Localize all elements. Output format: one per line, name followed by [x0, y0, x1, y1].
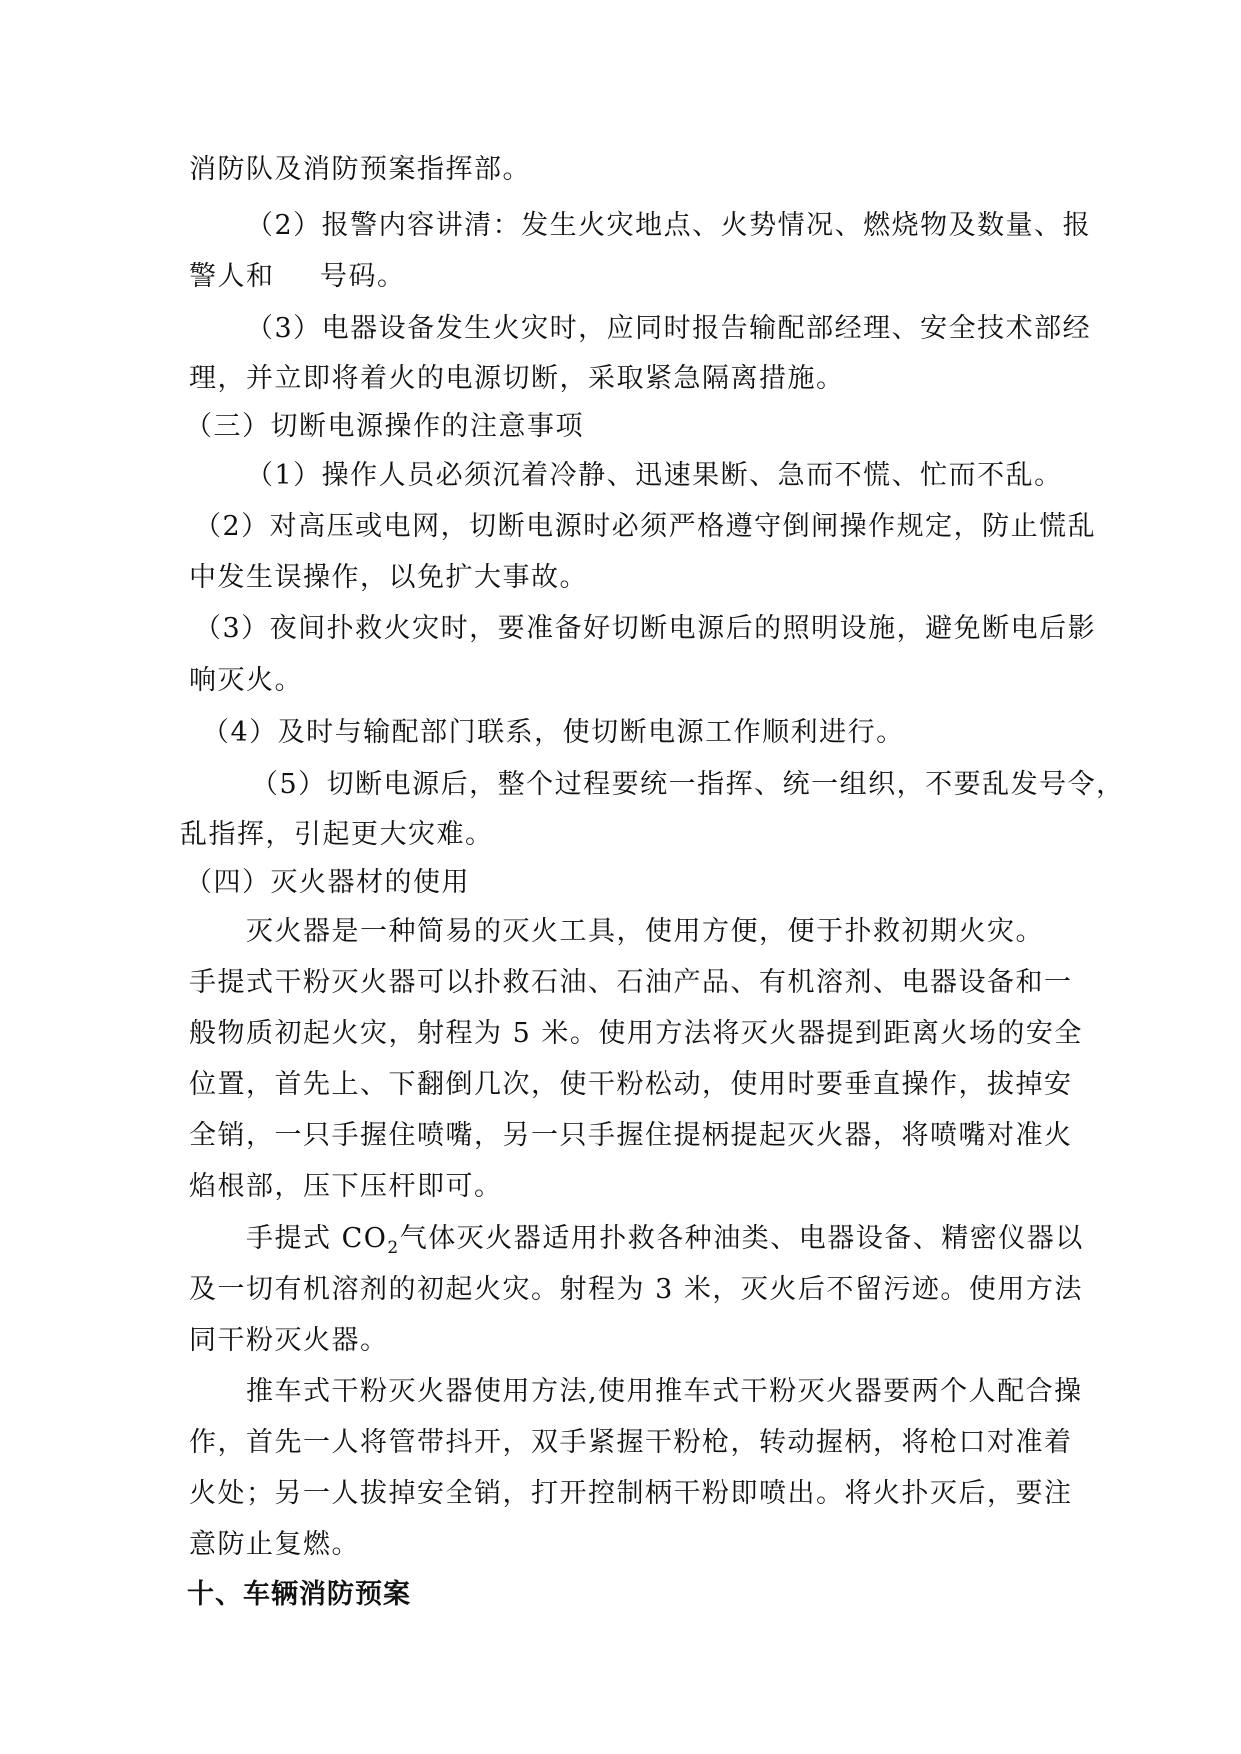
paragraph-line: （1）操作人员必须沉着冷静、迅速果断、急而不慌、忙而不乱。: [246, 460, 1063, 491]
subscript-text: 2: [387, 1238, 400, 1258]
paragraph-line: （2）对高压或电网，切断电源时必须严格遵守倒闸操作规定，防止慌乱: [194, 511, 1097, 542]
section-heading: （四）灭火器材的使用: [185, 867, 470, 898]
paragraph-line: 响灭火。: [189, 665, 303, 696]
paragraph-line: 焰根部，压下压杆即可。: [189, 1171, 503, 1202]
paragraph-line: 中发生误操作，以免扩大事故。: [189, 562, 588, 593]
paragraph-line: （2）报警内容讲清：发生火灾地点、火势情况、燃烧物及数量、报: [246, 210, 1092, 241]
paragraph-line: 同干粉灭火器。: [189, 1325, 389, 1356]
paragraph-line: 消防队及消防预案指挥部。: [189, 154, 531, 185]
paragraph-line: 理，并立即将着火的电源切断，采取紧急隔离措施。: [189, 363, 845, 394]
paragraph-line: 灭火器是一种简易的灭火工具，使用方便，便于扑救初期火灾。: [246, 916, 1044, 947]
paragraph-line: 乱指挥，引起更大灾难。: [180, 819, 494, 850]
paragraph-line: （3）电器设备发生火灾时，应同时报告输配部经理、安全技术部经: [246, 313, 1092, 344]
paragraph-line: （4）及时与输配部门联系，使切断电源工作顺利进行。: [202, 717, 905, 748]
paragraph-line: （5）切断电源后，整个过程要统一指挥、统一组织，不要乱发号令，: [251, 769, 1125, 800]
paragraph-line: 推车式干粉灭火器使用方法,使用推车式干粉灭火器要两个人配合操: [246, 1376, 1083, 1407]
text-run: 手提式 CO: [246, 1223, 388, 1254]
paragraph-line: 全销，一只手握住喷嘴，另一只手握住提柄提起灭火器，将喷嘴对准火: [189, 1120, 1073, 1151]
paragraph-line: 手提式干粉灭火器可以扑救石油、石油产品、有机溶剂、电器设备和一: [189, 967, 1073, 998]
chapter-heading: 十、车辆消防预案: [187, 1579, 411, 1610]
paragraph-line: 作，首先一人将管带抖开，双手紧握干粉枪，转动握柄，将枪口对准着: [189, 1427, 1073, 1458]
paragraph-line: [246, 1222, 1084, 1256]
paragraph-line: （3）夜间扑救火灾时，要准备好切断电源后的照明设施，避免断电后影: [194, 613, 1097, 644]
section-heading: （三）切断电源操作的注意事项: [185, 411, 584, 442]
text-run: 气体灭火器适用扑救各种油类、电器设备、精密仪器以: [399, 1223, 1084, 1254]
paragraph-line: 火处；另一人拔掉安全销，打开控制柄干粉即喷出。将火扑灭后，要注: [189, 1478, 1073, 1509]
paragraph-line: 号码。: [320, 261, 406, 292]
paragraph-line: 意防止复燃。: [189, 1529, 360, 1560]
paragraph-line: 般物质初起火灾，射程为 5 米。使用方法将灭火器提到距离火场的安全: [189, 1018, 1083, 1049]
paragraph-line: 警人和: [189, 261, 275, 292]
paragraph-line: 及一切有机溶剂的初起火灾。射程为 3 米，灭火后不留污迹。使用方法: [189, 1274, 1083, 1305]
paragraph-line: 位置，首先上、下翻倒几次，使干粉松动，使用时要垂直操作，拔掉安: [189, 1069, 1073, 1100]
